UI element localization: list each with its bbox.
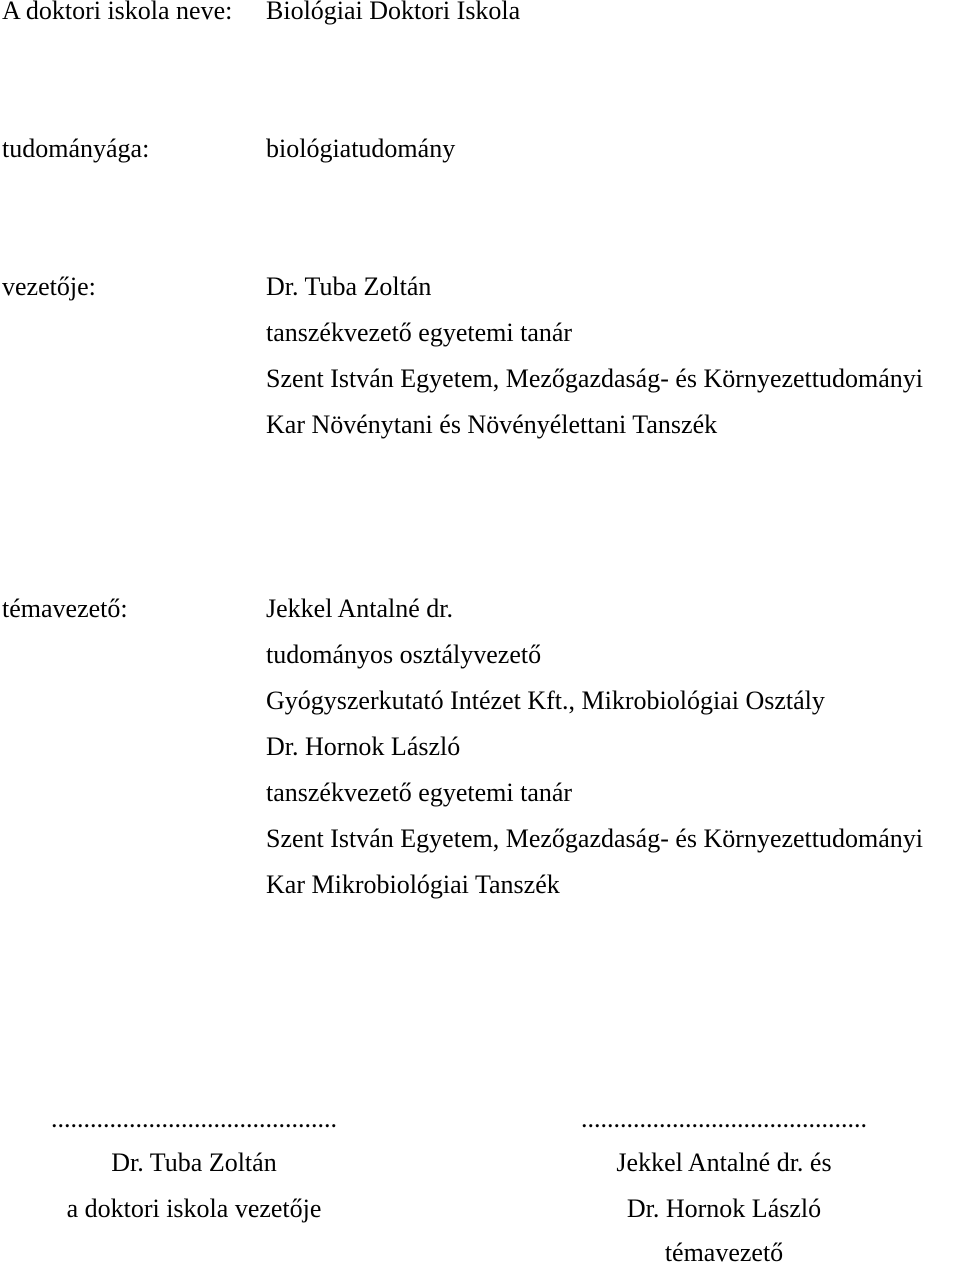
field-label: tudományága:: [2, 134, 150, 163]
signature-right-name-2: Dr. Hornok László: [626, 1194, 822, 1223]
head-position: tanszékvezető egyetemi tanár: [266, 318, 573, 347]
supervisor-1-position: tudományos osztályvezető: [266, 640, 542, 669]
head-department: Kar Növénytani és Növényélettani Tanszék: [266, 410, 718, 439]
signature-right-name-1: Jekkel Antalné dr. és: [616, 1148, 832, 1177]
supervisor-2-name: Dr. Hornok László: [266, 732, 461, 761]
supervisor-1-affiliation: Gyógyszerkutató Intézet Kft., Mikrobiológiai Osztály: [266, 686, 825, 715]
supervisor-1-name: Jekkel Antalné dr.: [266, 594, 454, 623]
signature-left-role: a doktori iskola vezetője: [66, 1194, 322, 1223]
signature-right-role: témavezető: [664, 1238, 784, 1267]
supervisor-2-position: tanszékvezető egyetemi tanár: [266, 778, 573, 807]
supervisor-2-affiliation: Szent István Egyetem, Mezőgazdaság- és Környezettudományi: [266, 824, 923, 853]
school-label: A doktori iskola neve:: [2, 0, 233, 25]
school-value: Biológiai Doktori Iskola: [266, 0, 521, 25]
supervisor-label: témavezető:: [2, 594, 128, 623]
supervisor-2-department: Kar Mikrobiológiai Tanszék: [266, 870, 560, 899]
signature-line-right: ............................................: [581, 1104, 867, 1133]
signature-line-left: ............................................: [51, 1104, 337, 1133]
head-affiliation: Szent István Egyetem, Mezőgazdaság- és Környezettudományi: [266, 364, 923, 393]
signature-left-name: Dr. Tuba Zoltán: [111, 1148, 277, 1177]
head-label: vezetője:: [2, 272, 96, 301]
field-value: biológiatudomány: [266, 134, 456, 163]
head-name: Dr. Tuba Zoltán: [266, 272, 432, 301]
